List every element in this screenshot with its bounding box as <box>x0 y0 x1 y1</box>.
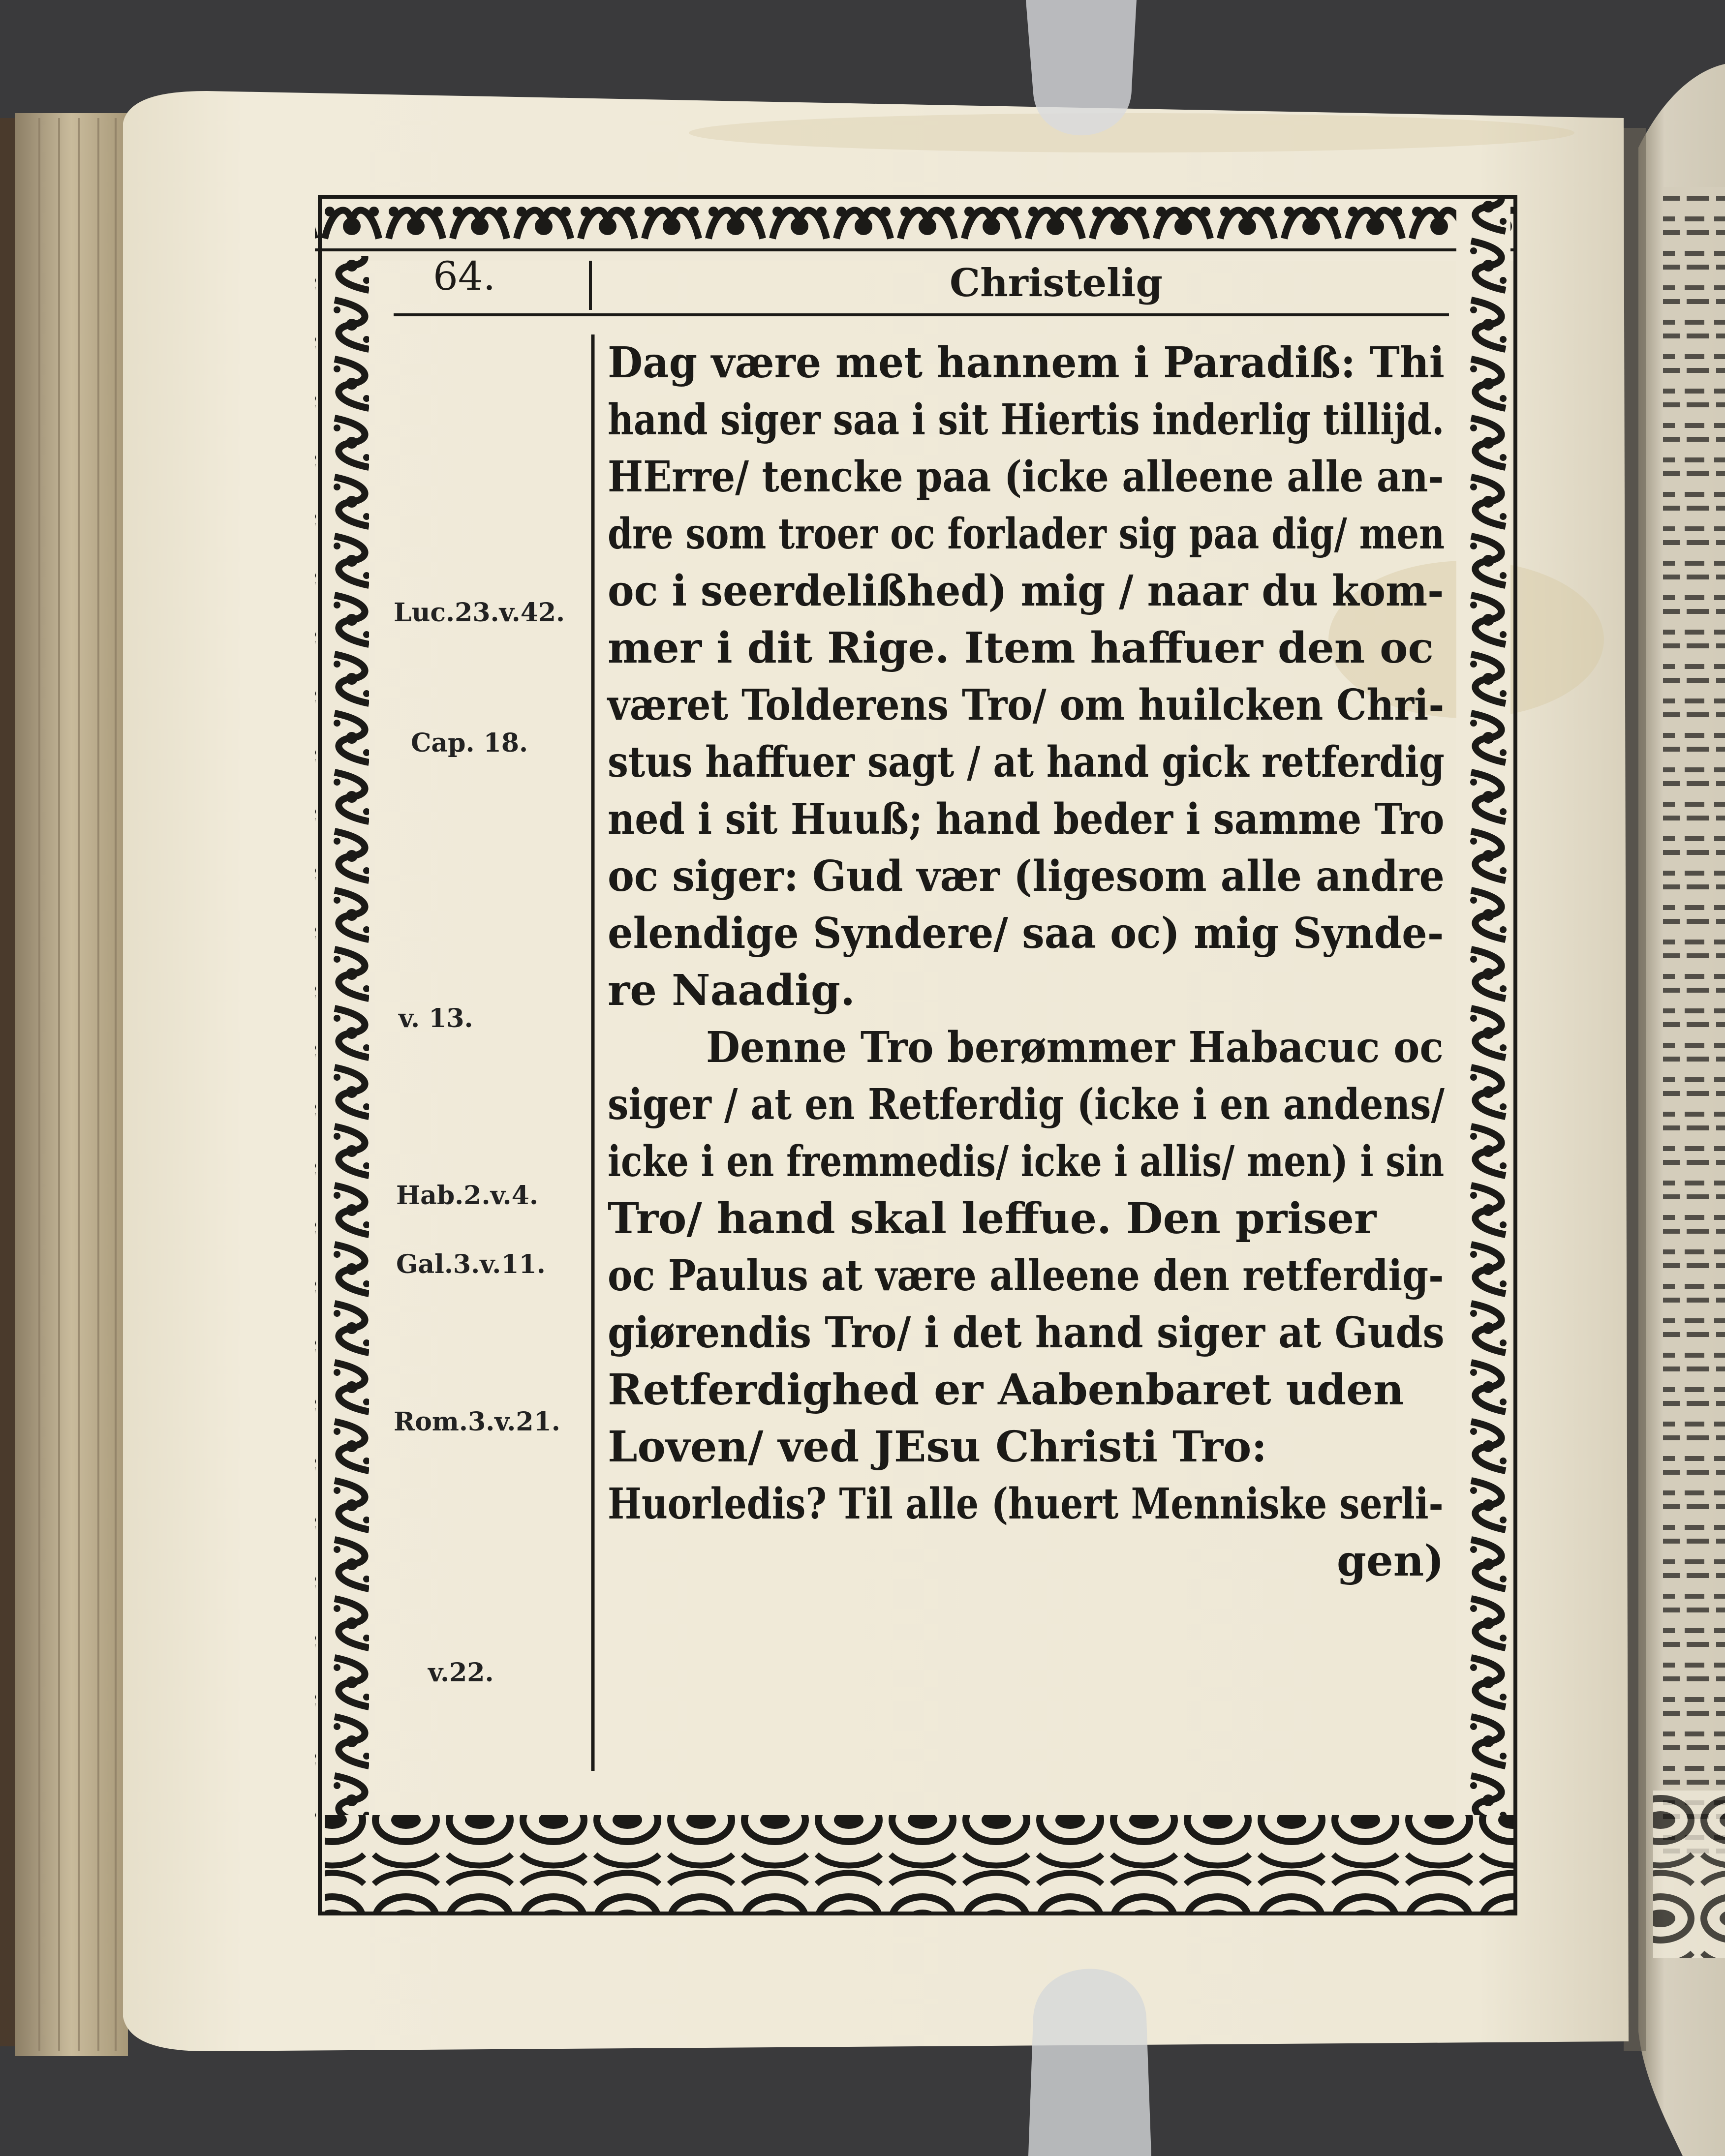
text-line: HErre/ tencke paa (icke alleene alle an- <box>608 452 1444 502</box>
border-right <box>1456 197 1510 1830</box>
text-line: oc siger: Gud vær (ligesom alle andre <box>608 851 1445 901</box>
text-line: Dag være met hannem i Paradiß: Thi <box>608 338 1445 388</box>
text-line: Huorledis? Til alle (huert Menniske serli- <box>608 1479 1444 1529</box>
body-text <box>608 334 1444 1590</box>
marginal-note: Cap. 18. <box>411 728 528 758</box>
text-line: mer i dit Rige. Item haffuer den oc <box>608 623 1434 673</box>
border-top <box>315 197 1515 261</box>
text-line: re Naadig. <box>608 966 855 1015</box>
border-bottom <box>325 1815 1515 1913</box>
text-line: ned i sit Huuß; hand beder i samme Tro <box>608 794 1445 844</box>
text-line: oc Paulus at være alleene den retferdig- <box>608 1251 1444 1301</box>
text-line: Tro/ hand skal leffue. Den priser <box>608 1194 1377 1244</box>
text-line: Denne Tro berømmer Habacuc oc <box>706 1023 1444 1072</box>
text-line: stus haffuer sagt / at hand gick retferdig <box>608 737 1445 787</box>
page-clip-bottom <box>1028 1969 1151 2156</box>
text-line: hand siger saa i sit Hiertis inderlig tillijd. <box>608 395 1445 445</box>
page-clip-top <box>1026 0 1137 135</box>
text-line: Loven/ ved JEsu Christi Tro: <box>608 1422 1267 1472</box>
page-block-edge <box>15 113 128 2056</box>
text-line: Retferdighed er Aabenbaret uden <box>608 1365 1404 1415</box>
water-stain-2 <box>689 113 1574 152</box>
border-left <box>315 256 369 1820</box>
facing-page-ornament <box>1653 1791 1725 1958</box>
marginal-note: Gal.3.v.11. <box>396 1249 546 1279</box>
marginal-note: Rom.3.v.21. <box>394 1407 560 1437</box>
text-line: oc i seerdelißhed) mig / naar du kom- <box>608 566 1444 616</box>
marginal-note: v. 13. <box>399 1003 473 1033</box>
facing-page-text <box>1663 187 1725 1859</box>
marginal-note: Luc.23.v.42. <box>394 598 565 628</box>
text-line: dre som troer oc forlader sig paa dig/ men <box>608 509 1445 559</box>
text-line: icke i en fremmedis/ icke i allis/ men) i sin <box>608 1137 1445 1186</box>
marginal-note: v.22. <box>428 1658 494 1688</box>
marginal-note: Hab.2.v.4. <box>396 1181 538 1211</box>
running-title: Christelig <box>950 261 1163 305</box>
catchword: gen) <box>1336 1536 1444 1586</box>
text-line: elendige Syndere/ saa oc) mig Synde- <box>608 909 1444 958</box>
text-line: siger / at en Retferdig (icke i en andens/ <box>608 1080 1445 1129</box>
page-number: 64. <box>433 253 496 299</box>
text-line: giørendis Tro/ i det hand siger at Guds <box>608 1308 1445 1358</box>
text-line: været Tolderens Tro/ om huilcken Chri- <box>608 680 1445 730</box>
